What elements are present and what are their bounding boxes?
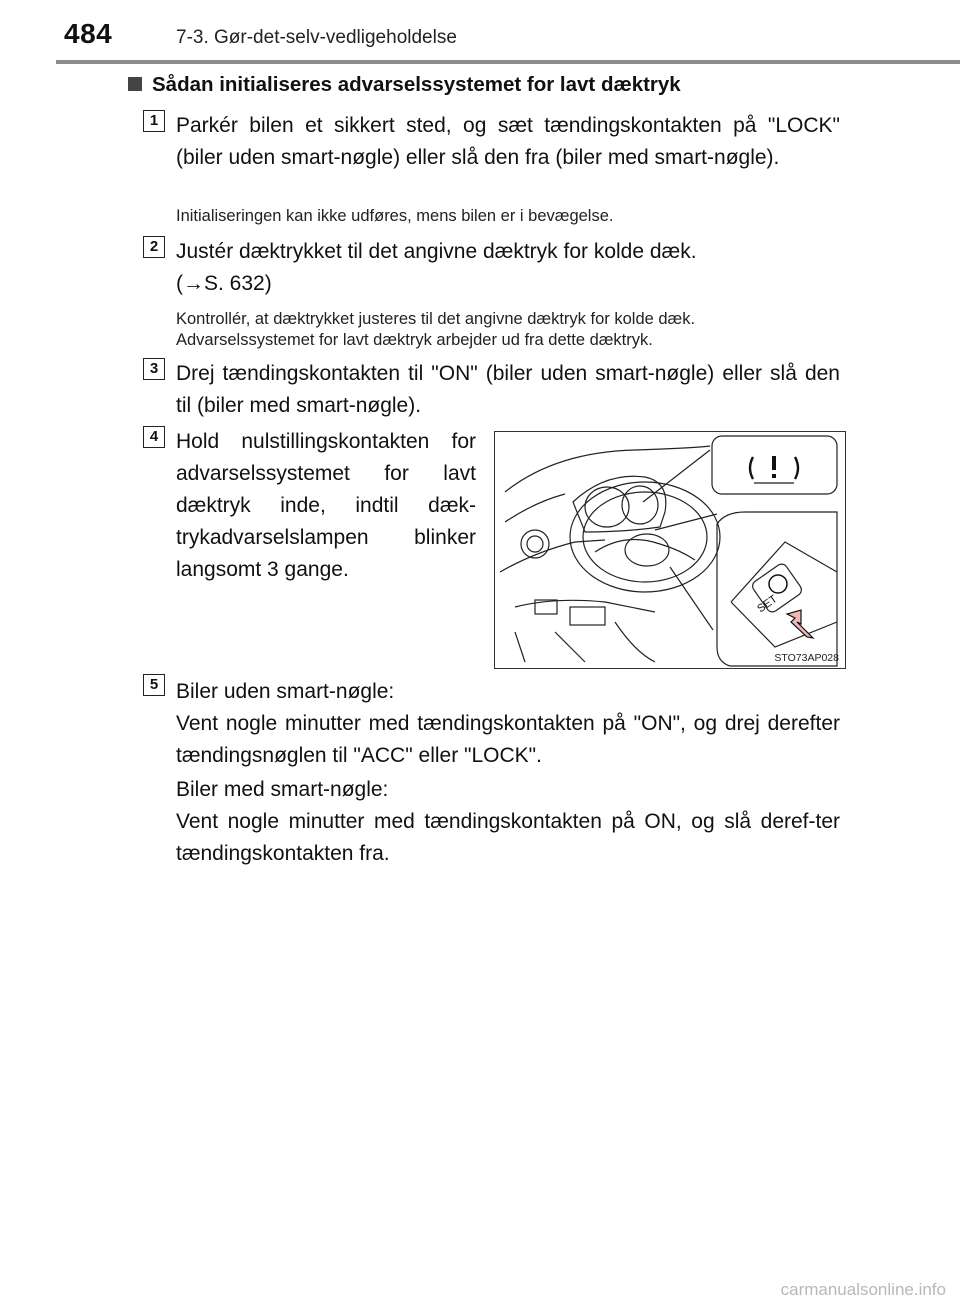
step-5-block-b	[176, 774, 840, 870]
step-number-2: 2	[143, 236, 165, 258]
illustration-code: STO73AP028	[774, 652, 839, 664]
set-button-label: SET	[755, 593, 780, 616]
section-heading	[128, 73, 681, 97]
step-5-block-a	[176, 676, 840, 772]
set-button-icon	[769, 575, 787, 593]
step-5-a-text: Vent nogle minutter med tændingskontakten på "ON", og drej derefter tændingsnøglen til "ACC" eller "LOCK".	[176, 712, 840, 767]
step-2-text: Justér dæktrykket til det angivne dæktryk for kolde dæk.	[176, 240, 697, 263]
step-1-text: Parkér bilen et sikkert sted, og sæt tændingskontakten på "LOCK" (biler uden smart-nøgle) eller slå den fra (biler med smart-nøgle).	[176, 114, 840, 169]
dashboard-drawing	[495, 432, 845, 668]
step-5-b-text: Vent nogle minutter med tændingskontakten på ON, og slå deref-ter tændingskontakten fra.	[176, 810, 840, 865]
step-number-5: 5	[143, 674, 165, 696]
step-number-4: 4	[143, 426, 165, 448]
step-2-note	[176, 309, 840, 351]
page-reference-link[interactable]: S. 632	[204, 272, 265, 295]
watermark: carmanualsonline.info	[780, 1280, 946, 1299]
step-number-1: 1	[143, 110, 165, 132]
reference-arrow-icon: →	[183, 272, 204, 295]
section-title: 7-3. Gør-det-selv-vedligeholdelse	[176, 27, 457, 48]
page-number: 484	[64, 18, 113, 49]
bullet-square-icon	[128, 77, 142, 91]
step-5-a-label: Biler uden smart-nøgle:	[176, 680, 395, 703]
step-2-note-line-2: Advarselssystemet for lavt dæktryk arbejder ud fra dette dæktryk.	[176, 331, 653, 349]
step-2-note-line-1: Kontrollér, at dæktrykket justeres til det angivne dæktryk for kolde dæk.	[176, 310, 696, 328]
step-1-note: Initialiseringen kan ikke udføres, mens bilen er i bevægelse.	[176, 207, 614, 225]
header-rule	[56, 60, 960, 64]
step-3-text: Drej tændingskontakten til "ON" (biler uden smart-nøgle) eller slå den til (biler med smart-nøgle).	[176, 362, 840, 417]
step-2-block: Justér dæktrykket til det angivne dæktryk for kolde dæk. (→S. 632)	[176, 240, 697, 295]
reset-switch-illustration	[494, 431, 846, 669]
heading-text: Sådan initialiseres advarselssystemet for lavt dæktryk	[152, 73, 681, 96]
step-4-text: Hold nulstillingskontakten for advarselssystemet for lavt dæktryk inde, indtil dæk-trykadvarselslampen blinker langsomt 3 gange.	[176, 430, 476, 581]
step-number-3: 3	[143, 358, 165, 380]
step-5-b-label: Biler med smart-nøgle:	[176, 778, 389, 801]
press-arrow-icon	[787, 610, 813, 638]
